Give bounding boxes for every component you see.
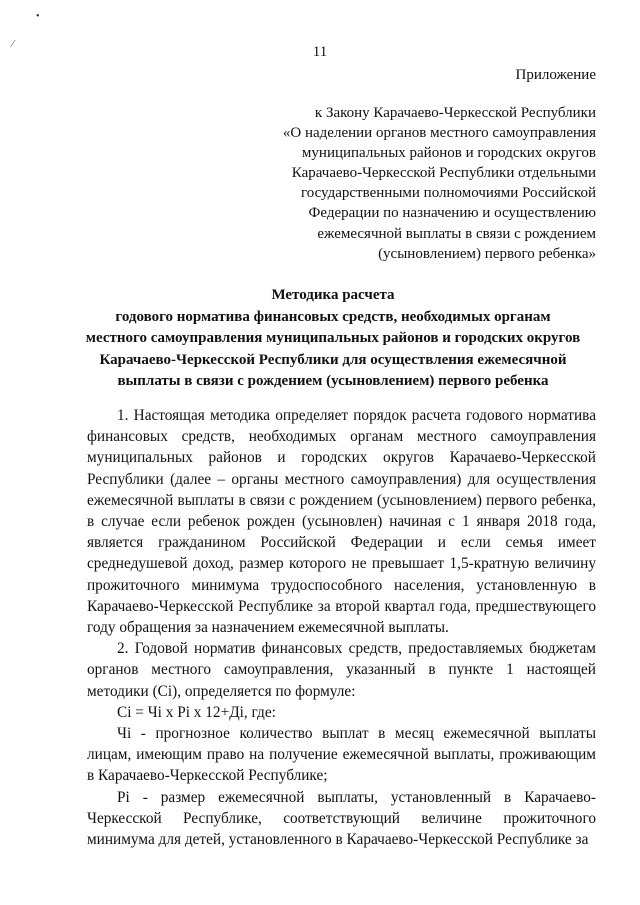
title-line: выплаты в связи с рождением (усыновлением) первого ребенка	[117, 373, 549, 389]
paragraph-2: 2. Годовой норматив финансовых средств, предоставляемых бюджетам органов местного самоуправления, указанный в пункте 1 настоящей методики (Ci), определяется по формуле:	[87, 640, 596, 700]
title-line: местного самоуправления муниципальных районов и городских округов	[85, 330, 581, 346]
scan-mark-tick: ⁄	[12, 39, 14, 50]
page-number: 11	[312, 44, 328, 60]
title-line: Методика расчета	[271, 287, 395, 303]
methodology-title	[70, 285, 596, 393]
law-reference-line: к Закону Карачаево-Черкесской Республики	[314, 105, 596, 121]
title-line: Карачаево-Черкесской Республики для осуществления ежемесячной	[99, 351, 567, 368]
law-reference-line: ежемесячной выплаты в связи с рождением	[317, 225, 596, 242]
law-reference-line: муниципальных районов и городских округов	[301, 145, 596, 162]
law-reference-line: государственными полномочиями Российской	[300, 185, 596, 202]
law-reference	[250, 103, 596, 264]
appendix-label: Приложение	[515, 67, 596, 83]
law-reference-line: «О наделении органов местного самоуправления	[282, 125, 596, 142]
law-reference-line: (усыновлением) первого ребенка»	[378, 245, 596, 262]
definition-chi: Чi - прогнозное количество выплат в месяц ежемесячной выплаты лицам, имеющим право на получение ежемесячной выплаты, проживающим в Карачаево-Черкесской Республике;	[87, 725, 596, 785]
paragraph-1: 1. Настоящая методика определяет порядок расчета годового норматива финансовых средств, необходимых органам местного самоуправления муниципальных районов и городских округов Карачаево-Черкесской Республики (далее – органы местного самоуправления) для осуществления ежемесячной выплаты в связи с рождением (усыновлением) первого ребенка, в случае если ребенок рожден (усыновлен) начиная с 1 января 2018 года, является гражданином Российской Федерации и если семья имеет среднедушевой доход, размер которого не превышает 1,5-кратную величину прожиточного минимума трудоспособного населения, установленную в Карачаево-Черкесской Республике за второй квартал года, предшествующего году обращения за назначением ежемесячной выплаты.	[87, 407, 596, 637]
document-body	[87, 405, 596, 850]
scan-mark-dot: •	[36, 11, 40, 22]
definition-pi: Pi - размер ежемесячной выплаты, установленный в Карачаево-Черкесской Республике, соответствующий величине прожиточного минимума для детей, установленного в Карачаево-Черкесской Республике за	[87, 788, 596, 849]
formula: Ci = Чi x Pi x 12+Дi, где:	[117, 703, 276, 721]
law-reference-line: Федерации по назначению и осуществлению	[308, 205, 596, 222]
title-line: годового норматива финансовых средств, необходимых органам	[115, 308, 551, 325]
law-reference-line: Карачаево-Черкесской Республики отдельными	[291, 165, 596, 182]
